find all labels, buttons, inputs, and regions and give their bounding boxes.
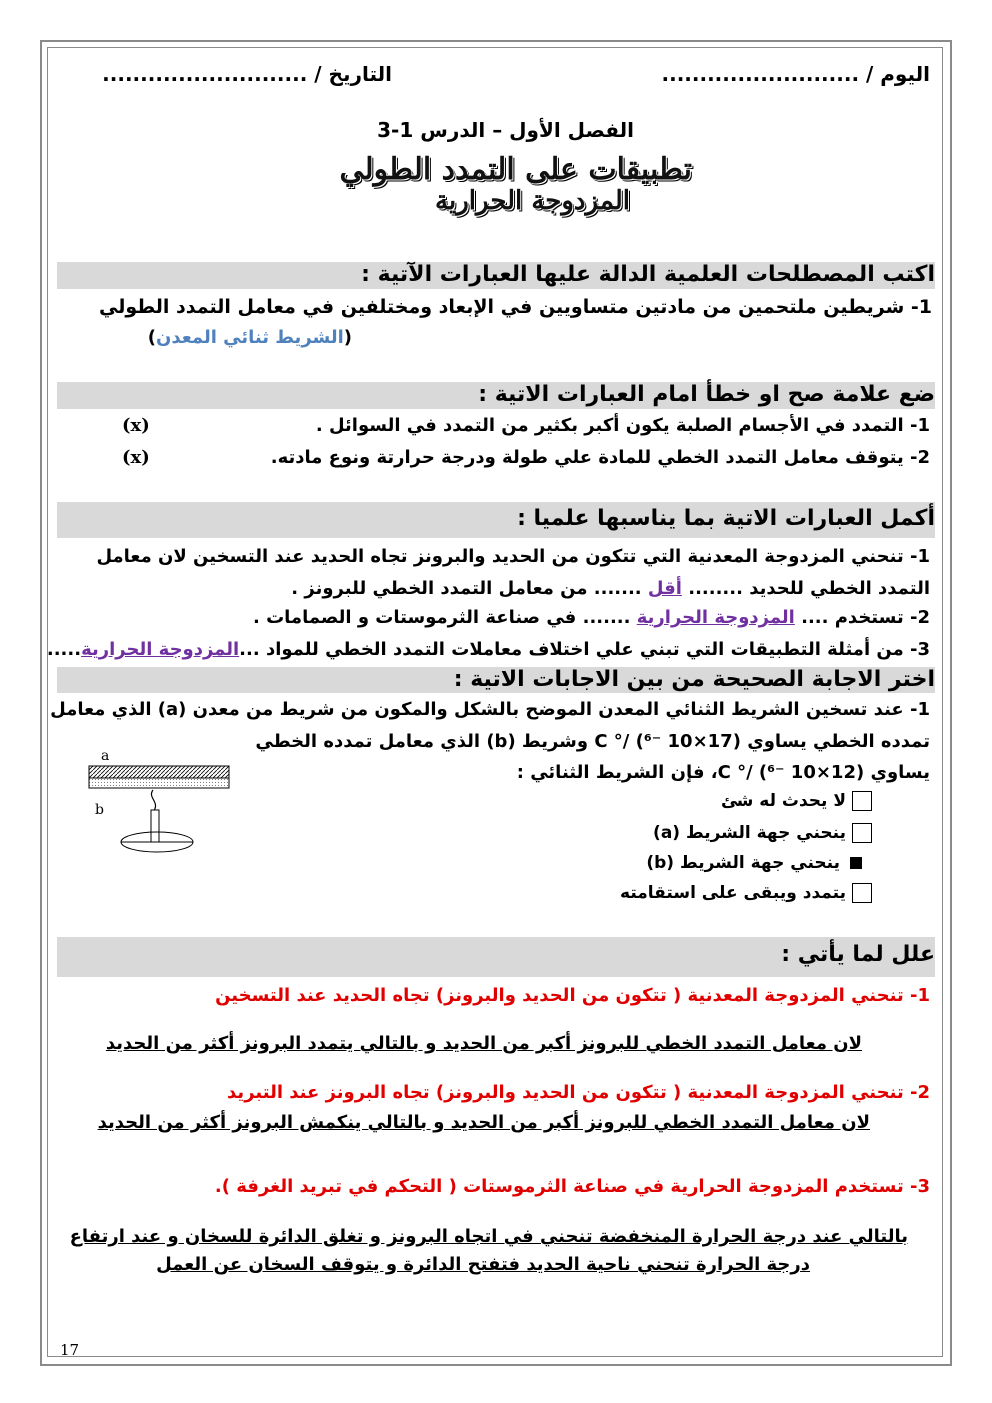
q2-answer: المزدوجة الحرارية xyxy=(636,607,795,628)
checkbox-icon[interactable] xyxy=(852,823,872,843)
option-1-label: لا يحدث له شئ xyxy=(721,791,846,811)
tf-mark-2: (x) xyxy=(122,447,150,468)
answer-term: الشريط ثنائي المعدن xyxy=(156,327,344,348)
complete-q3 xyxy=(47,639,930,660)
reason-q1: 1- تنحني المزدوجة المعدنية ( تتكون من الحديد والبرونز) تجاه الحديد عند التسخين xyxy=(215,985,930,1006)
mcq-question-line1: 1- عند تسخين الشريط الثنائي المعدن الموضح بالشكل والمكون من شريط من معدن (a) الذي معامل xyxy=(50,699,930,720)
tf-mark-1: (x) xyxy=(122,415,150,436)
tf-statement-2: 2- يتوقف معامل التمدد الخطي للمادة علي طولة ودرجة حرارتة ونوع مادته. xyxy=(270,447,930,468)
q2-part-b: ....... في صناعة الثرموستات و الصمامات . xyxy=(252,607,631,628)
q1-part-a: التمدد الخطي للحديد ........ xyxy=(688,578,930,599)
checkbox-icon[interactable] xyxy=(852,791,872,811)
complete-q2 xyxy=(253,607,930,628)
option-1[interactable] xyxy=(721,791,872,811)
complete-q1-line2 xyxy=(291,578,930,599)
figure-label-b: b xyxy=(95,802,104,818)
reason-q3: 3- تستخدم المزدوجة الحرارية في صناعة الثرموستات ( التحكم في تبريد الغرفة ). xyxy=(214,1176,930,1197)
mcq-question-line2: تمدده الخطي يساوي C °/ (⁶⁻ 10×17) وشريط (b) الذي معامل تمدده الخطي xyxy=(255,731,930,752)
reason-a2: لان معامل التمدد الخطي للبرونز أكبر من الحديد و بالتالي ينكمش البرونز أكثر من الحديد xyxy=(97,1112,870,1133)
day-field: اليوم / .......................... xyxy=(661,62,930,86)
section4-band xyxy=(57,667,935,693)
section5-heading: علل لما يأتي : xyxy=(781,942,935,967)
strip-b xyxy=(89,778,229,788)
section5-band xyxy=(57,937,935,977)
q3-answer: المزدوجة الحرارية xyxy=(81,639,240,660)
q1-answer: أقل xyxy=(647,578,682,599)
paren-close: ) xyxy=(147,327,156,348)
section1-answer-1 xyxy=(148,327,352,348)
option-4[interactable] xyxy=(620,883,872,903)
section2-band xyxy=(57,382,935,409)
section4-heading: اختر الاجابة الصحيحة من بين الاجابات الاتية : xyxy=(453,667,935,692)
strip-a xyxy=(89,766,229,778)
tf-statement-1: 1- التمدد في الأجسام الصلبة يكون أكبر بكثير من التمدد في السوائل . xyxy=(315,415,930,436)
mcq-question-line3: يساوي C °/ (⁶⁻ 10×12)، فإن الشريط الثنائي : xyxy=(516,762,930,783)
checkbox-checked-icon[interactable] xyxy=(850,857,862,869)
title-line-1: تطبيقات على التمدد الطولي xyxy=(339,152,692,187)
section2-heading: ضع علامة صح او خطأ امام العبارات الاتية : xyxy=(478,382,935,407)
section1-heading: اكتب المصطلحات العلمية الدالة عليها العبارات الآتية : xyxy=(361,262,935,287)
section3-band xyxy=(57,502,935,538)
q3-part-a: 3- من أمثلة التطبيقات التي تبني علي اختلاف معاملات التمدد الخطي للمواد ... xyxy=(239,639,930,660)
date-field: التاريخ / ........................... xyxy=(102,62,392,86)
lesson-label: الفصل الأول – الدرس 1-3 xyxy=(377,118,634,142)
q2-part-a: 2- تستخدم .... xyxy=(801,607,930,628)
reason-q2: 2- تنحني المزدوجة المعدنية ( تتكون من الحديد والبرونز) تجاه البرونز عند التبريد xyxy=(227,1082,930,1103)
figure-label-a: a xyxy=(101,748,110,764)
option-3[interactable] xyxy=(646,853,872,873)
reason-a3-line1: بالتالي عند درجة الحرارة المنخفضة تنحني في اتجاه البرونز و تغلق الدائرة للسخان و عند ارتفاع xyxy=(69,1226,908,1247)
paren-open: ( xyxy=(343,327,352,348)
option-2-label: ينحني جهة الشريط (a) xyxy=(653,823,846,843)
checkbox-icon[interactable] xyxy=(852,883,872,903)
title-line-2: المزدوجة الحرارية xyxy=(435,186,630,216)
option-3-label: ينحني جهة الشريط (b) xyxy=(646,853,840,873)
page-number: 17 xyxy=(60,1341,80,1359)
reason-a1: لان معامل التمدد الخطي للبرونز أكبر من الحديد و بالتالي يتمدد البرونز أكثر من الحديد xyxy=(105,1033,862,1054)
section1-question-1: 1- شريطين ملتحمين من مادتين متساويين في الإبعاد ومختلفين في معامل التمدد الطولي xyxy=(98,296,932,318)
bimetal-strip-figure xyxy=(85,742,245,862)
section3-heading: أكمل العبارات الاتية بما يناسبها علميا : xyxy=(517,506,935,531)
section1-band xyxy=(57,262,935,289)
option-4-label: يتمدد ويبقى على استقامته xyxy=(620,883,846,903)
burner-stem xyxy=(151,810,159,842)
q3-part-b: ..... xyxy=(46,639,82,660)
complete-q1-line1: 1- تنحني المزدوجة المعدنية التي تتكون من الحديد والبرونز تجاه الحديد عند التسخين لان معامل xyxy=(96,546,930,567)
reason-a3-line2: درجة الحرارة تنحني ناحية الحديد فتفتح الدائرة و يتوقف السخان عن العمل xyxy=(156,1254,810,1275)
option-2[interactable] xyxy=(653,823,872,843)
q1-part-b: ....... من معامل التمدد الخطي للبرونز . xyxy=(291,578,642,599)
